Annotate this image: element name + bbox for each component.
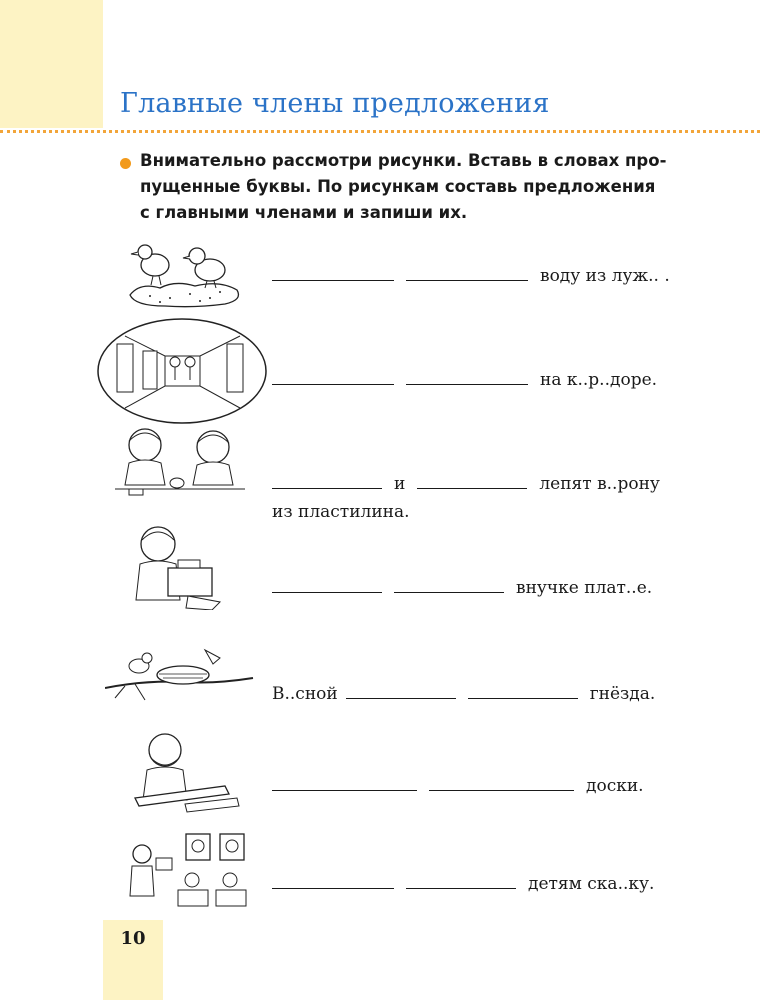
- exercise-1: воду из луж.. .: [272, 262, 670, 286]
- answer-blank[interactable]: [272, 772, 417, 791]
- page-number: 10: [120, 928, 146, 949]
- exercise-7: детям ска..ку.: [272, 870, 654, 894]
- exercise-6: доски.: [272, 772, 644, 796]
- birds-nest-illustration: [105, 640, 255, 705]
- answer-blank[interactable]: [468, 680, 578, 699]
- bullet-icon: [120, 158, 131, 169]
- man-sawing-illustration: [125, 728, 245, 816]
- exercise-2: на к..р..доре.: [272, 366, 657, 390]
- exercise-5: В..сной гнёзда.: [272, 680, 655, 704]
- grandma-sewing-illustration: [128, 520, 228, 610]
- answer-blank[interactable]: [272, 870, 394, 889]
- answer-blank[interactable]: [272, 470, 382, 489]
- answer-blank[interactable]: [272, 574, 382, 593]
- answer-blank[interactable]: [394, 574, 504, 593]
- answer-blank[interactable]: [272, 262, 394, 281]
- answer-blank[interactable]: [272, 366, 394, 385]
- dotted-divider: [0, 130, 760, 135]
- instruction-text: Внимательно рассмотри рисунки. Вставь в словах про- пущенные буквы. По рисункам составь предложения с главными членами и запиши их.: [140, 151, 667, 222]
- exercise-3: и лепят в..рону: [272, 470, 660, 494]
- answer-blank[interactable]: [346, 680, 456, 699]
- answer-blank[interactable]: [417, 470, 527, 489]
- exercise-4: внучке плат..е.: [272, 574, 652, 598]
- answer-blank[interactable]: [429, 772, 574, 791]
- side-color-strip: [0, 0, 103, 128]
- page-title: Главные члены предложения: [120, 88, 550, 119]
- birds-puddle-illustration: [125, 230, 245, 310]
- answer-blank[interactable]: [406, 262, 528, 281]
- answer-blank[interactable]: [406, 366, 528, 385]
- kids-modelling-illustration: [115, 423, 245, 503]
- answer-blank[interactable]: [406, 870, 516, 889]
- classroom-illustration: [120, 832, 260, 912]
- exercise-3-continuation: из пластилина.: [272, 502, 410, 522]
- corridor-illustration: [95, 316, 270, 426]
